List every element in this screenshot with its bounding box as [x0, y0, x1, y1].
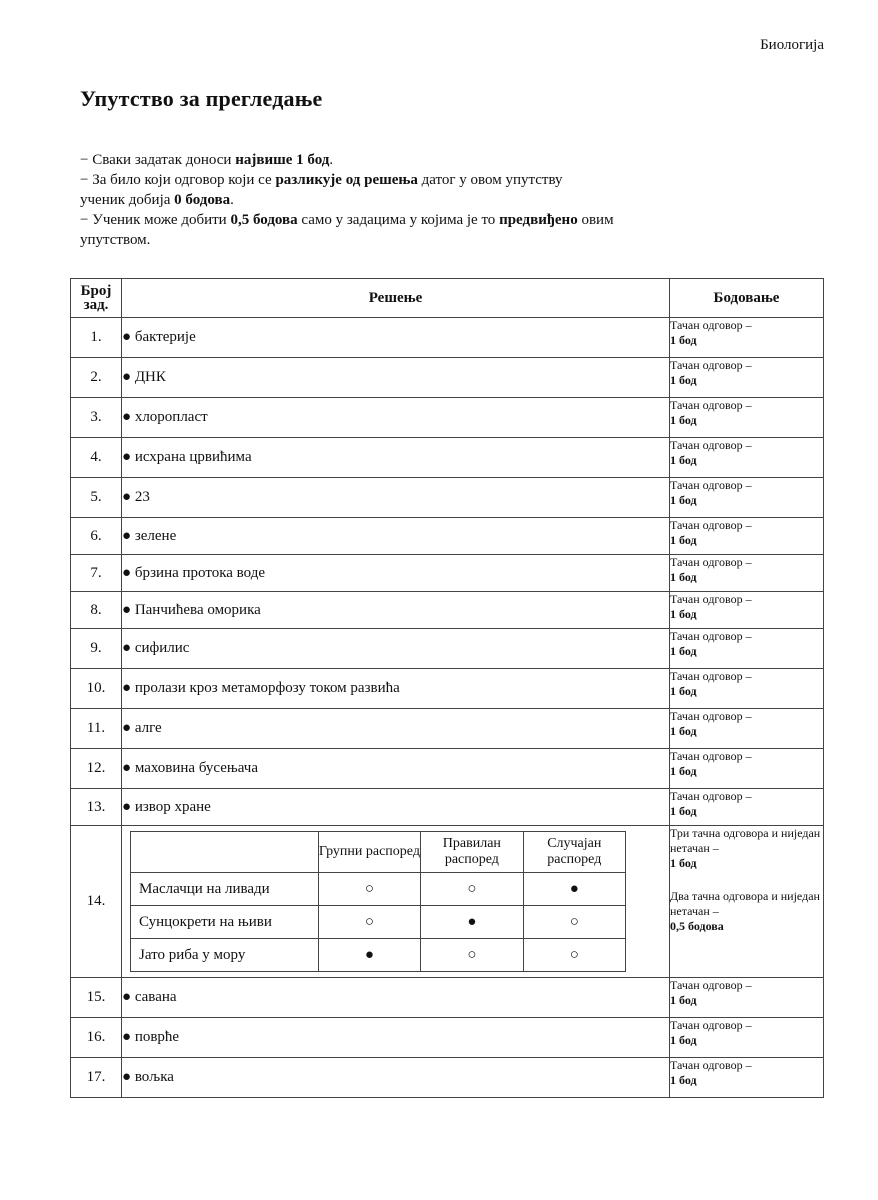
table-row [71, 709, 824, 749]
solution-text: хлоропласт [134, 409, 208, 425]
score-label: Тачан одговор – [670, 398, 752, 412]
solution-cell [122, 318, 670, 358]
radio-mark: ○ [523, 939, 625, 972]
solution-text: ДНК [134, 369, 166, 385]
task-number: 11. [71, 709, 122, 749]
grid-row-label: Јато риба у мору [131, 939, 319, 972]
score-label: Тачан одговор – [670, 318, 752, 332]
score-label: Два тачна одговора и ниједан нетачан – [670, 889, 820, 918]
radio-mark: ○ [318, 906, 420, 939]
scoring-cell [670, 398, 824, 438]
radio-mark: ○ [421, 939, 523, 972]
task-number: 7. [71, 555, 122, 592]
header-scoring: Бодовање [670, 279, 824, 318]
radio-mark: ● [318, 939, 420, 972]
scoring-cell [670, 629, 824, 669]
task-number: 12. [71, 749, 122, 789]
table-row [71, 629, 824, 669]
score-points: 1 бод [670, 333, 697, 347]
table-row [71, 555, 824, 592]
table-row [71, 518, 824, 555]
task-number: 10. [71, 669, 122, 709]
solution-cell [122, 358, 670, 398]
solution-text: поврће [134, 1029, 180, 1045]
solution-cell [122, 555, 670, 592]
score-label: Тачан одговор – [670, 358, 752, 372]
score-label: Тачан одговор – [670, 555, 752, 569]
bullet-icon: ● [122, 449, 132, 465]
header-task-number: Број зад. [71, 279, 122, 318]
solution-cell [122, 709, 670, 749]
solution-text: 23 [134, 489, 150, 505]
solution-cell [122, 789, 670, 826]
task-number: 1. [71, 318, 122, 358]
scoring-cell [670, 592, 824, 629]
score-points: 1 бод [670, 607, 697, 621]
scoring-cell [670, 358, 824, 398]
table-row [71, 978, 824, 1018]
score-points: 1 бод [670, 1073, 697, 1087]
radio-mark: ● [523, 873, 625, 906]
solution-cell [122, 592, 670, 629]
score-points: 1 бод [670, 644, 697, 658]
score-points: 1 бод [670, 570, 697, 584]
solution-text: алге [134, 720, 162, 736]
score-label: Три тачна одговора и ниједан нетачан – [670, 826, 821, 855]
score-label: Тачан одговор – [670, 1058, 752, 1072]
solution-text: бактерије [134, 329, 196, 345]
bullet-icon: ● [122, 760, 132, 776]
scoring-cell [670, 438, 824, 478]
table-row-14 [71, 826, 824, 978]
table-row [71, 669, 824, 709]
grid-row [131, 939, 626, 972]
bullet-icon: ● [122, 527, 132, 544]
score-label: Тачан одговор – [670, 749, 752, 763]
solution-text: брзина протока воде [134, 564, 266, 581]
table-body [71, 318, 824, 826]
solution-cell [122, 438, 670, 478]
table-row [71, 789, 824, 826]
bullet-icon: ● [122, 640, 132, 656]
bullet-icon: ● [122, 1029, 132, 1045]
solution-text: савана [134, 989, 177, 1005]
bullet-icon: ● [122, 564, 132, 581]
instructions [80, 150, 800, 250]
table-row [71, 592, 824, 629]
solution-cell [122, 629, 670, 669]
grid-row [131, 906, 626, 939]
scoring-cell [670, 789, 824, 826]
task-number: 3. [71, 398, 122, 438]
scoring-cell [670, 1018, 824, 1058]
scoring-cell [670, 478, 824, 518]
task-number: 16. [71, 1018, 122, 1058]
scoring-cell [670, 669, 824, 709]
task-number: 8. [71, 592, 122, 629]
grid-col-header: Групни распоред [318, 832, 420, 873]
task-number: 2. [71, 358, 122, 398]
grid-col-header: Случајан распоред [523, 832, 625, 873]
table-body [71, 978, 824, 1098]
scoring-cell [670, 1058, 824, 1098]
solution-text: зелене [134, 527, 177, 544]
bullet-icon: ● [122, 601, 132, 618]
bullet-icon: ● [122, 329, 132, 345]
header-solution: Решење [122, 279, 670, 318]
score-points: 1 бод [670, 493, 697, 507]
scoring-cell [670, 555, 824, 592]
score-points: 1 бод [670, 856, 697, 870]
radio-mark: ○ [421, 873, 523, 906]
task-number: 14. [71, 826, 122, 978]
bullet-icon: ● [122, 680, 132, 696]
table-row [71, 438, 824, 478]
subject-header: Биологија [760, 37, 824, 53]
radio-mark: ○ [318, 873, 420, 906]
solution-cell [122, 478, 670, 518]
solution-cell [122, 1058, 670, 1098]
table-body-task-14 [71, 826, 824, 978]
score-label: Тачан одговор – [670, 978, 752, 992]
score-points: 1 бод [670, 373, 697, 387]
task-number: 5. [71, 478, 122, 518]
solution-text: сифилис [134, 640, 190, 656]
scoring-cell [670, 826, 824, 978]
solution-cell [122, 669, 670, 709]
distribution-grid [130, 831, 626, 972]
bullet-icon: ● [122, 720, 132, 736]
score-label: Тачан одговор – [670, 438, 752, 452]
radio-mark: ○ [523, 906, 625, 939]
table-row [71, 749, 824, 789]
bullet-icon: ● [122, 369, 132, 385]
solution-cell [122, 826, 670, 978]
score-points: 1 бод [670, 453, 697, 467]
score-label: Тачан одговор – [670, 629, 752, 643]
scoring-cell [670, 709, 824, 749]
solution-cell [122, 398, 670, 438]
solution-text: Панчићева оморика [134, 601, 261, 618]
solution-cell [122, 518, 670, 555]
grid-row-label: Сунцокрети на њиви [131, 906, 319, 939]
solution-cell [122, 1018, 670, 1058]
score-label: Тачан одговор – [670, 709, 752, 723]
score-label: Тачан одговор – [670, 518, 752, 532]
task-number: 4. [71, 438, 122, 478]
scoring-cell [670, 749, 824, 789]
score-label: Тачан одговор – [670, 1018, 752, 1032]
instruction-line: − За било који одговор који се разликује од решења датог у овом упутству [80, 172, 563, 188]
bullet-icon: ● [122, 798, 132, 815]
solution-text: маховина бусењача [134, 760, 258, 776]
grid-row [131, 873, 626, 906]
instruction-line: упутством. [80, 232, 151, 248]
score-points: 1 бод [670, 533, 697, 547]
score-label: Тачан одговор – [670, 669, 752, 683]
score-points: 1 бод [670, 413, 697, 427]
solution-cell [122, 749, 670, 789]
score-points: 1 бод [670, 684, 697, 698]
table-row [71, 398, 824, 438]
table-row [71, 1058, 824, 1098]
solution-text: исхрана црвићима [134, 449, 252, 465]
scoring-cell [670, 518, 824, 555]
instruction-line: ученик добија 0 бодова. [80, 192, 234, 208]
score-points: 0,5 бодова [670, 919, 724, 933]
score-label: Тачан одговор – [670, 478, 752, 492]
scoring-cell [670, 318, 824, 358]
page-title: Упутство за прегледање [80, 86, 323, 111]
score-points: 1 бод [670, 1033, 697, 1047]
instruction-line: − Сваки задатак доноси највише 1 бод. [80, 152, 334, 168]
task-number: 9. [71, 629, 122, 669]
score-label: Тачан одговор – [670, 789, 752, 803]
score-points: 1 бод [670, 804, 697, 818]
scoring-cell [670, 978, 824, 1018]
bullet-icon: ● [122, 989, 132, 1005]
instruction-line: − Ученик може добити 0,5 бодова само у задацима у којима је то предвиђено овим [80, 212, 614, 228]
bullet-icon: ● [122, 1069, 132, 1085]
scoring-table [70, 278, 824, 1098]
score-points: 1 бод [670, 993, 697, 1007]
table-row [71, 358, 824, 398]
bullet-icon: ● [122, 409, 132, 425]
solution-text: вољка [134, 1069, 174, 1085]
task-number: 17. [71, 1058, 122, 1098]
score-label: Тачан одговор – [670, 592, 752, 606]
solution-cell [122, 978, 670, 1018]
score-points: 1 бод [670, 764, 697, 778]
bullet-icon: ● [122, 489, 132, 505]
task-number: 13. [71, 789, 122, 826]
table-row [71, 1018, 824, 1058]
table-row [71, 318, 824, 358]
radio-mark: ● [421, 906, 523, 939]
table-row [71, 478, 824, 518]
solution-text: извор хране [134, 798, 211, 815]
grid-col-header: Правилан распоред [421, 832, 523, 873]
grid-row-label: Маслачци на ливади [131, 873, 319, 906]
solution-text: пролази кроз метаморфозу током развића [134, 680, 400, 696]
task-number: 15. [71, 978, 122, 1018]
task-number: 6. [71, 518, 122, 555]
score-points: 1 бод [670, 724, 697, 738]
grid-corner [131, 832, 319, 873]
